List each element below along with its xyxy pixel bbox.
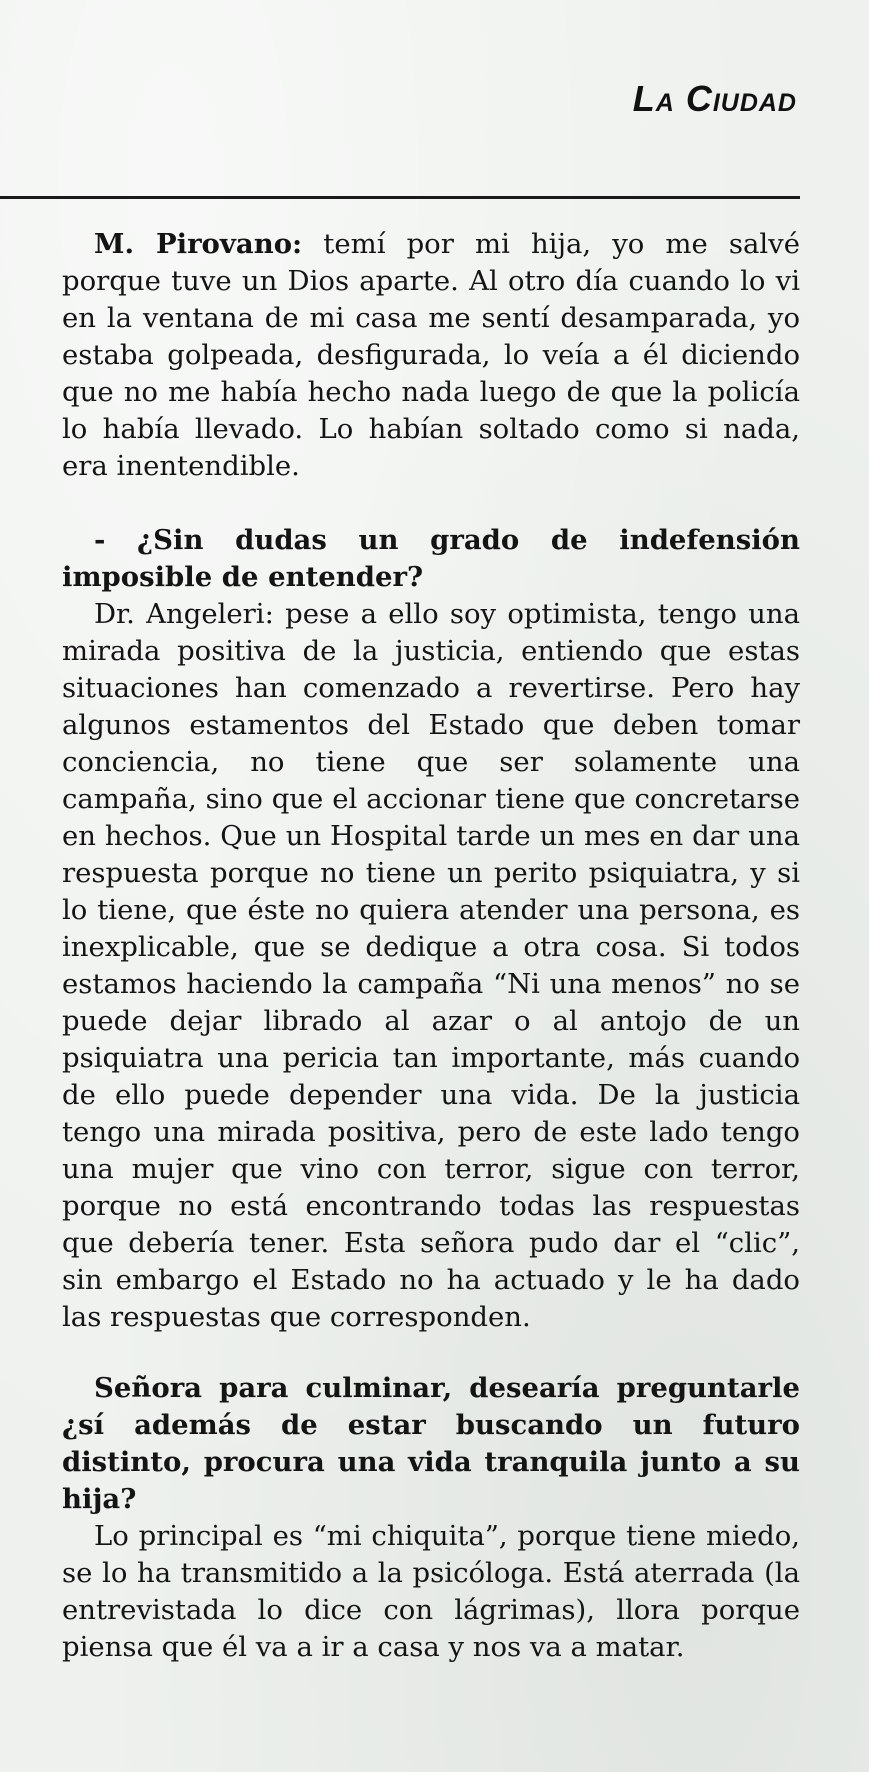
paragraph-pirovano <box>62 226 800 485</box>
paragraph-text: temí por mi hija, yo me salvé porque tuve un Dios aparte. Al otro día cuando lo vi en la ventana de mi casa me sentí desamparada, yo estaba golpeada, desfigurada, lo veía a él diciendo que no me había hecho nada luego de que la policía lo había llevado. Lo habían soltado como si nada, era inentendible. <box>62 228 800 482</box>
paragraph-answer: Lo principal es “mi chiquita”, porque tiene miedo, se lo ha transmitido a la psicóloga. Está aterrada (la entrevistada lo dice con lágrimas), llora porque piensa que él va a ir a casa y nos va a matar. <box>62 1520 800 1663</box>
question-indefension: - ¿Sin dudas un grado de indefensión imposible de entender? <box>62 524 800 593</box>
article-body <box>62 226 800 1666</box>
paragraph-angeleri: Dr. Angeleri: pese a ello soy optimista, tengo una mirada positiva de la justicia, entiendo que estas situaciones han comenzado a revertirse. Pero hay algunos estamentos del Estado que deben tomar conciencia, no tiene que ser solamente una campaña, sino que el accionar tiene que concretarse en hechos. Que un Hospital tarde un mes en dar una respuesta porque no tiene un perito psiquiatra, y si lo tiene, que éste no quiera atender una persona, es inexplicable, que se dedique a otra cosa. Si todos estamos haciendo la campaña “Ni una menos” no se puede dejar librado al azar o al antojo de un psiquiatra una pericia tan importante, más cuando de ello puede depender una vida. De la justicia tengo una mirada positiva, pero de este lado tengo una mujer que vino con terror, sigue con terror, porque no está encontrando todas las respuestas que debería tener. Esta señora pudo dar el “clic”, sin embargo el Estado no ha actuado y le ha dado las respuestas que corresponden. <box>62 598 800 1333</box>
question-culminar: Señora para culminar, desearía preguntarle ¿sí además de estar buscando un futuro distinto, procura una vida tranquila junto a su hija? <box>62 1372 800 1515</box>
header-rule <box>0 196 800 199</box>
speaker-name: M. Pirovano: <box>94 228 303 260</box>
section-title: La Ciudad <box>632 78 797 119</box>
